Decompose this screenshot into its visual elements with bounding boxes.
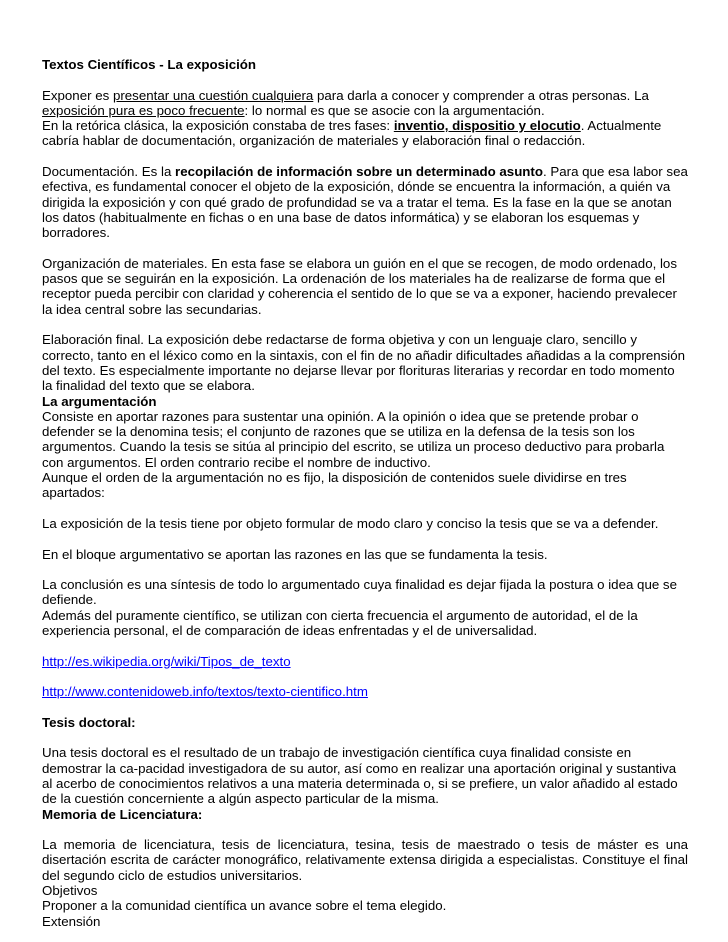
paragraph-orden: Aunque el orden de la argumentación no es fijo, la disposición de contenidos suele dividirse en tres apartados: [42, 470, 627, 501]
spacer [42, 669, 688, 684]
label-objetivos: Objetivos [42, 883, 98, 899]
wikipedia-link[interactable]: http://es.wikipedia.org/wiki/Tipos_de_texto [42, 653, 291, 669]
spacer [42, 730, 688, 745]
bold-phrase: recopilación de información sobre un determinado asunto [175, 164, 543, 180]
contenidoweb-link[interactable]: http://www.contenidoweb.info/textos/texto-cientifico.htm [42, 684, 368, 700]
heading-tesis-doctoral: Tesis doctoral: [42, 714, 136, 730]
spacer [42, 562, 688, 577]
paragraph-documentacion [42, 164, 688, 240]
paragraph-conclusion: La conclusión es una síntesis de todo lo argumentado cuya finalidad es dejar fijada la postura o idea que se defiende. [42, 577, 677, 608]
spacer [42, 822, 688, 837]
paragraph-exponer [42, 88, 688, 119]
paragraph-objetivos: Proponer a la comunidad científica un avance sobre el tema elegido. [42, 898, 447, 914]
text-run: . Actualmente cabría hablar de documentación, organización de materiales y elaboración final o redacción. [42, 118, 662, 149]
spacer [42, 317, 688, 332]
paragraph-elaboracion: Elaboración final. La exposición debe redactarse de forma objetiva y con un lenguaje claro, sencillo y correcto, tanto en el léxico como en la sintaxis, con el fin de no añadir dificultades añadidas a la comprensión del texto. Es especialmente importante no dejarse llevar por florituras literarias y recordar en todo momento la finalidad del texto que se elabora. [42, 332, 686, 394]
paragraph-memoria: La memoria de licenciatura, tesis de licenciatura, tesina, tesis de maestrado o tesis de máster es una disertación escrita de carácter monográfico, relativamente extensa dirigida a especialistas. Constituye el final del segundo ciclo de estudios universitarios. [42, 837, 688, 883]
spacer [42, 72, 688, 87]
document-title: Textos Científicos - La exposición [42, 57, 257, 72]
underlined-phrase: exposición pura es poco frecuente [42, 102, 245, 118]
spacer [42, 241, 688, 256]
paragraph-ademas: Además del puramente científico, se utilizan con cierta frecuencia el argumento de autoridad, el de la experiencia personal, el de comparación de ideas enfrentadas y el de universalidad. [42, 607, 638, 638]
paragraph-tesis-doctoral: Una tesis doctoral es el resultado de un trabajo de investigación científica cuya finalidad consiste en demostrar la ca-pacidad investigadora de su autor, así como en realizar una aportación original y sustantiva al acerbo de conocimientos relativos a una materia determinada o, si se prefiere, un valor añadido al estado de la cuestión concerniente a algún aspecto particular de la misma. [42, 745, 678, 807]
bold-underlined-phrase: inventio, dispositio y elocutio [393, 118, 581, 134]
text-run: Exponer es [42, 87, 113, 103]
text-run: . Para que esa labor sea efectiva, es fundamental conocer el objeto de la exposición, dónde se encuentra la información, a quién va dirigida la exposición y con qué grado de profundidad se va a tratar el tema. Es la fase en la que se anotan los datos (habitualmente en fichas o en una base de datos informática) y se elaboran los esquemas y borradores. [42, 164, 688, 241]
paragraph-organizacion: Organización de materiales. En esta fase se elabora un guión en el que se recogen, de modo ordenado, los pasos que se seguirán en la exposición. La ordenación de los materiales ha de realizarse de forma que el receptor pueda percibir con claridad y coherencia el sentido de lo que se va a exponer, haciendo prevalecer la idea central sobre las secundarias. [42, 255, 677, 317]
heading-memoria-licenciatura: Memoria de Licenciatura: [42, 806, 203, 822]
text-run: : lo normal es que se asocie con la argumentación. [244, 102, 545, 118]
text-run: Documentación. Es la [42, 164, 176, 180]
paragraph-retorica [42, 118, 688, 149]
spacer [42, 149, 688, 164]
paragraph-bloque-argumentativo: En el bloque argumentativo se aportan las razones en las que se fundamenta la tesis. [42, 546, 548, 562]
paragraph-consiste: Consiste en aportar razones para sustentar una opinión. A la opinión o idea que se pretende probar o defender se la denomina tesis; el conjunto de razones que se utiliza en la defensa de la tesis son los argumentos. Cuando la tesis se sitúa al principio del escrito, se utiliza un proceso deductivo para probarla con argumentos. El orden contrario recibe el nombre de inductivo. [42, 408, 665, 470]
link-paragraph-1 [42, 654, 688, 669]
text-run: para darla a conocer y comprender a otras personas. La [313, 87, 649, 103]
text-run: En la retórica clásica, la exposición constaba de tres fases: [42, 118, 394, 134]
underlined-phrase: presentar una cuestión cualquiera [112, 87, 314, 103]
spacer [42, 501, 688, 516]
spacer [42, 699, 688, 714]
spacer [42, 638, 688, 653]
heading-argumentacion: La argumentación [42, 393, 157, 409]
link-paragraph-2 [42, 684, 688, 699]
spacer [42, 531, 688, 546]
label-extension: Extensión [42, 913, 101, 929]
paragraph-exposicion-tesis: La exposición de la tesis tiene por objeto formular de modo claro y conciso la tesis que se va a defender. [42, 515, 659, 531]
